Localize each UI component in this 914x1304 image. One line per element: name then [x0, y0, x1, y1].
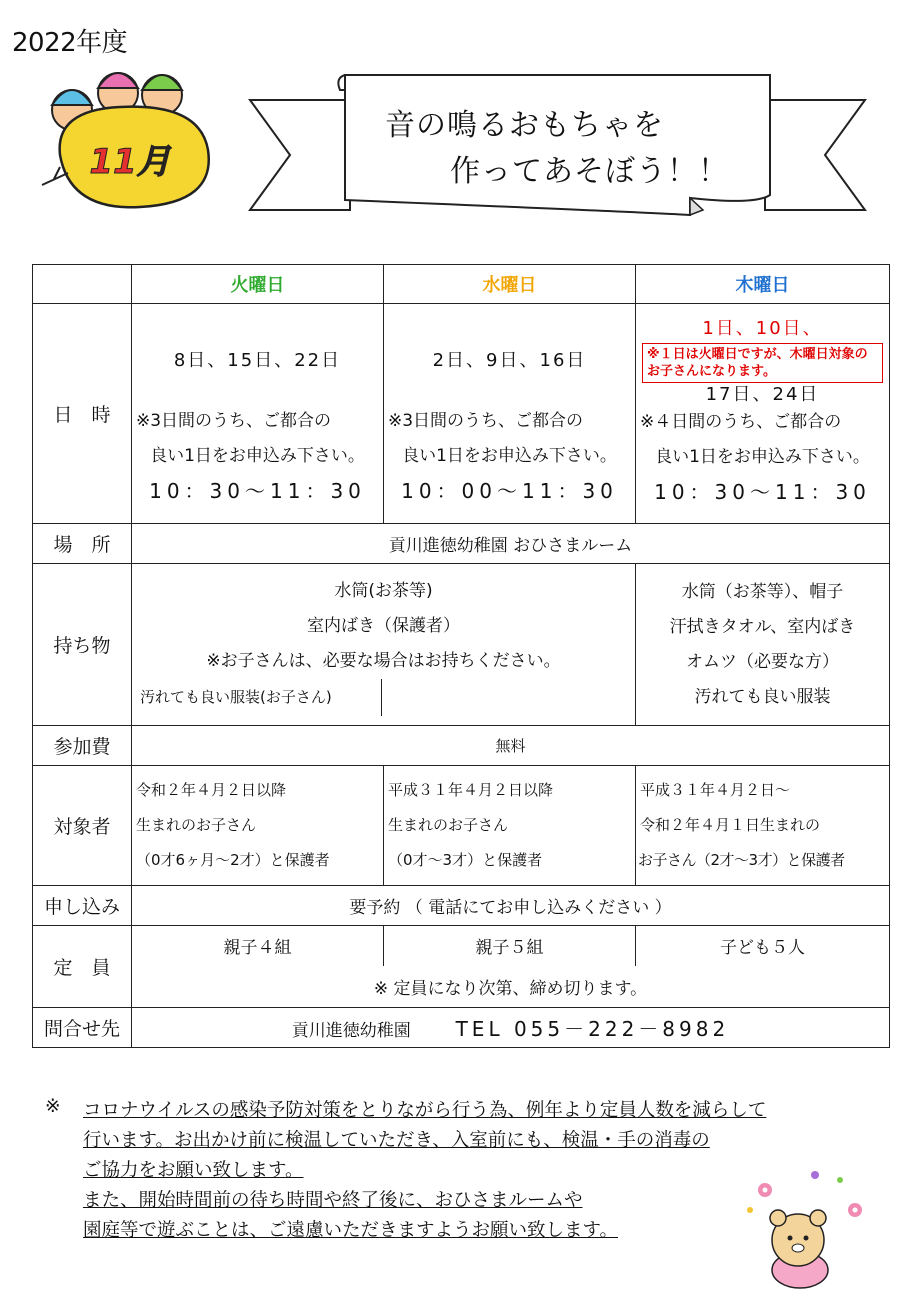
note: ※４日間のうち、ご都合の	[640, 412, 842, 432]
day-header-wednesday: 水曜日	[384, 265, 636, 304]
item: 汚れても良い服装	[694, 686, 831, 707]
datetime-tuesday	[132, 304, 384, 524]
target-line: お子さん（2才～3才）と保護者	[638, 851, 845, 869]
title-line-2: 作ってあそぼう！！	[450, 154, 729, 189]
note: ※3日間のうち、ご都合の	[136, 411, 332, 431]
flower-icon	[848, 1203, 862, 1217]
capacity-row	[33, 926, 890, 966]
apply-row	[33, 886, 890, 926]
flower-icon	[758, 1183, 772, 1197]
schedule-table	[32, 264, 890, 1048]
day-header-thursday: 木曜日	[636, 265, 890, 304]
flower-icon	[811, 1171, 819, 1179]
note: 良い1日をお申込み下さい。	[150, 446, 365, 466]
contact-row	[33, 1008, 890, 1048]
target-line: 令和２年４月１日生まれの	[640, 816, 821, 834]
dates: 8日、15日、22日	[173, 350, 342, 371]
note: 良い1日をお申込み下さい。	[655, 447, 870, 467]
capacity-wednesday: 親子５組	[384, 926, 636, 966]
bear-illustration	[740, 1160, 890, 1290]
month-label: 11月	[89, 142, 171, 182]
items-label: 持ち物	[33, 564, 132, 726]
items-tue-wed	[132, 564, 636, 726]
target-line: 生まれのお子さん	[136, 816, 257, 834]
notice-line: 園庭等で遊ぶことは、ご遠慮いただきますようお願い致します。	[83, 1220, 619, 1241]
capacity-thursday: 子ども５人	[636, 926, 890, 966]
time: 10：00～11：30	[401, 479, 618, 503]
day-header-tuesday: 火曜日	[132, 265, 384, 304]
target-label: 対象者	[33, 766, 132, 886]
apply-label: 申し込み	[33, 886, 132, 926]
item: 水筒(お茶等)	[334, 580, 433, 601]
datetime-row	[33, 304, 890, 524]
contact-label: 問合せ先	[33, 1008, 132, 1048]
notice-line: ご協力をお願い致します。	[83, 1160, 304, 1181]
contact-value	[132, 1008, 890, 1048]
year-label: 2022年度	[12, 28, 128, 58]
capacity-note: ※ 定員になり次第、締め切ります。	[132, 966, 890, 1008]
dates: 2日、9日、16日	[432, 350, 587, 371]
datetime-label: 日 時	[33, 304, 132, 524]
target-line: 生まれのお子さん	[388, 816, 509, 834]
note: ※3日間のうち、ご都合の	[388, 411, 584, 431]
fee-value: 無料	[132, 726, 890, 766]
capacity-tuesday: 親子４組	[132, 926, 384, 966]
target-row	[33, 766, 890, 886]
target-wednesday	[384, 766, 636, 886]
items-thursday	[636, 564, 890, 726]
contact-name: 貢川進徳幼稚園	[291, 1021, 411, 1041]
target-line: 平成３１年４月２日～	[640, 781, 791, 799]
datetime-thursday	[636, 304, 890, 524]
item: 水筒（お茶等）、帽子	[681, 581, 844, 602]
target-line: 令和２年４月２日以降	[136, 781, 287, 799]
notice-line: 行います。お出かけ前に検温していただき、入室前にも、検温・手の消毒の	[83, 1130, 710, 1151]
target-line: 平成３１年４月２日以降	[388, 781, 554, 799]
place-label: 場 所	[33, 524, 132, 564]
notice-mark: ※	[45, 1096, 61, 1117]
datetime-wednesday	[384, 304, 636, 524]
title-line-1: 音の鳴るおもちゃを	[385, 108, 664, 143]
note: 良い1日をお申込み下さい。	[402, 446, 617, 466]
target-tuesday	[132, 766, 384, 886]
title-ribbon	[245, 70, 870, 230]
fee-row	[33, 726, 890, 766]
notice-line: また、開始時間前の待ち時間や終了後に、おひさまルームや	[83, 1190, 583, 1211]
target-thursday	[636, 766, 890, 886]
apply-value: 要予約 （ 電話にてお申し込みください ）	[132, 886, 890, 926]
item: オムツ（必要な方）	[686, 651, 839, 672]
capacity-label: 定 員	[33, 926, 132, 1008]
special-note: ※１日は火曜日ですが、木曜日対象のお子さんになります。	[642, 343, 883, 383]
target-line: （0才6ヶ月～2才）と保護者	[136, 851, 330, 869]
target-line: （0才～3才）と保護者	[388, 851, 543, 869]
corner-cell	[33, 265, 132, 304]
notice-line: コロナウイルスの感染予防対策をとりながら行う為、例年より定員人数を減らして	[83, 1100, 767, 1121]
fee-label: 参加費	[33, 726, 132, 766]
item: 汚れても良い服装(お子さん)	[132, 679, 382, 716]
dates: 17日、24日	[705, 384, 820, 405]
dates: 1日、10日、	[702, 318, 823, 339]
item: 汗拭きタオル、室内ばき	[669, 616, 856, 637]
item: ※お子さんは、必要な場合はお持ちください。	[206, 650, 561, 671]
capacity-note-row	[33, 966, 890, 1008]
time: 10：30～11：30	[149, 479, 366, 503]
place-row	[33, 524, 890, 564]
items-row	[33, 564, 890, 726]
time: 10：30～11：30	[654, 480, 871, 504]
item: 室内ばき（保護者）	[307, 615, 460, 636]
contact-tel: TEL 055－222－8982	[455, 1017, 730, 1041]
place-value: 貢川進徳幼稚園 おひさまルーム	[132, 524, 890, 564]
day-header-row	[33, 265, 890, 304]
month-mascot-illustration	[30, 55, 220, 215]
